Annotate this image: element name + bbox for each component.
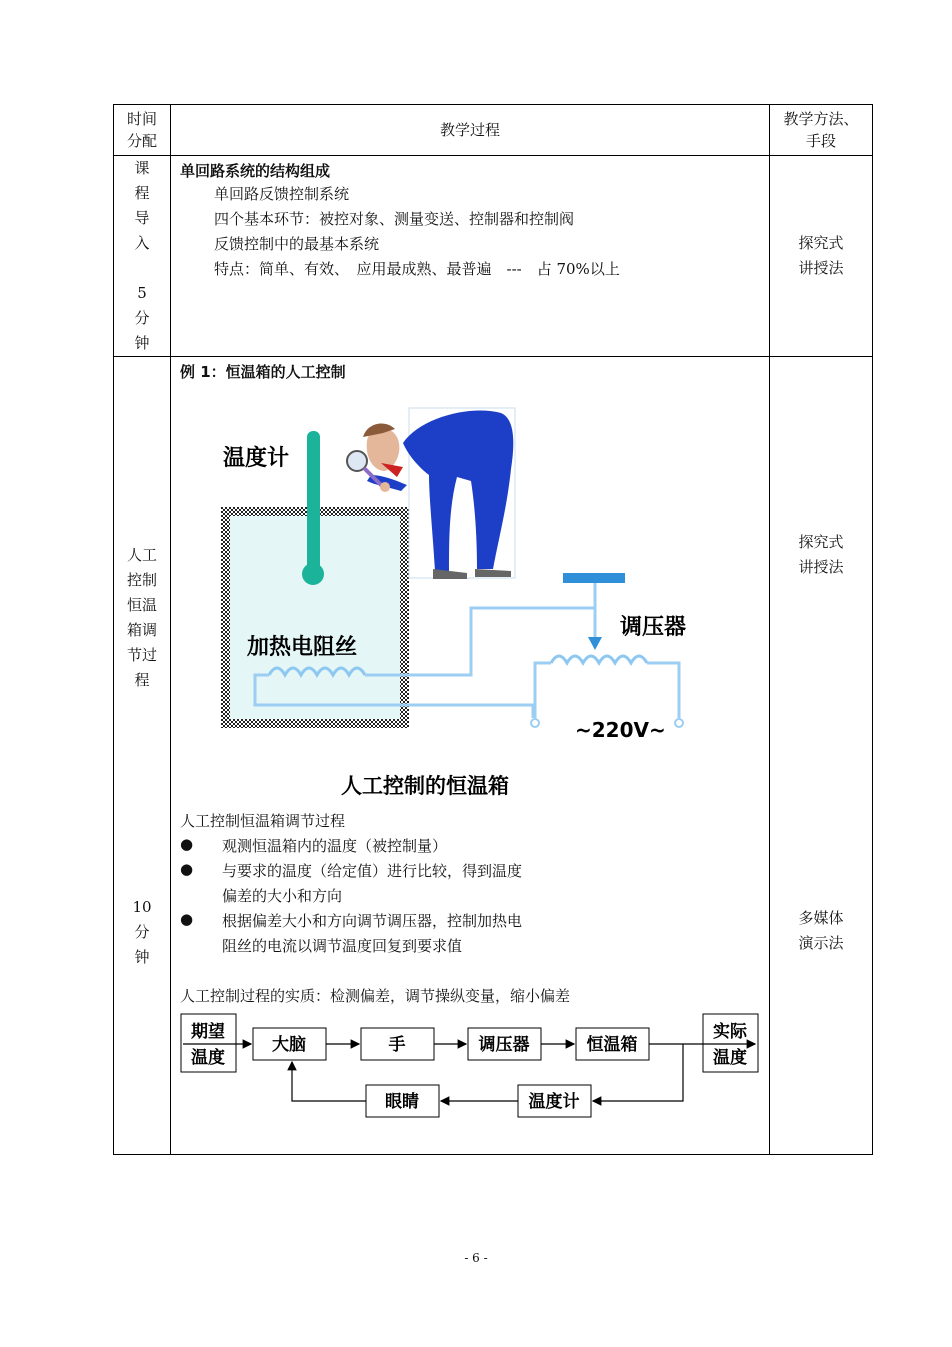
time-char: 5 — [137, 284, 147, 302]
bullet-icon: ● — [180, 835, 194, 853]
row-intro-method — [770, 156, 873, 357]
bullet-icon: ● — [180, 860, 194, 878]
time-label-top — [114, 543, 170, 693]
time-char: 程 — [134, 184, 150, 202]
thermometer-bulb — [302, 563, 324, 585]
intro-line: 特点：简单、有效、 应用最成熟、最普遍 --- 占 70%以上 — [214, 260, 620, 278]
time-char: 程 — [134, 671, 150, 689]
method-line2: 讲授法 — [798, 558, 844, 576]
block-thermometer-label: 温度计 — [528, 1092, 580, 1112]
time-char: 恒温 — [126, 596, 157, 614]
heater-label: 加热电阻丝 — [247, 635, 358, 660]
regulator-coil-icon — [551, 656, 647, 663]
block-brain-label: 大脑 — [272, 1035, 306, 1055]
time-label-bottom — [114, 895, 170, 970]
time-char: 钟 — [134, 948, 150, 966]
time-char: 人工 — [126, 546, 157, 564]
method-line1: 多媒体 — [798, 909, 844, 927]
incubator-figure — [171, 357, 769, 817]
block-input-line1: 期望 — [191, 1022, 225, 1042]
regulator-arrow-icon — [588, 637, 602, 650]
example-title: 例 1：恒温箱的人工控制 — [180, 363, 346, 381]
control-block-diagram — [171, 1012, 769, 1127]
essence-text: 人工控制过程的实质：检测偏差，调节操纵变量，缩小偏差 — [180, 987, 571, 1005]
bullet-text: 与要求的温度（给定值）进行比较，得到温度 — [222, 862, 523, 880]
block-output-line2: 温度 — [713, 1048, 747, 1068]
thermometer-label: 温度计 — [223, 446, 290, 471]
header-time-line2: 分配 — [126, 132, 157, 150]
time-char: 分 — [134, 309, 150, 327]
row-example-time — [114, 357, 171, 1155]
figure-caption: 人工控制的恒温箱 — [341, 774, 509, 798]
regulator-wire-right — [647, 663, 679, 718]
method-line1: 探究式 — [798, 533, 844, 551]
intro-line: 单回路反馈控制系统 — [214, 185, 350, 203]
intro-title: 单回路系统的结构组成 — [180, 162, 331, 180]
method-line1: 探究式 — [798, 234, 844, 252]
header-method — [770, 105, 873, 156]
terminal-right — [675, 719, 683, 727]
process-title: 人工控制恒温箱调节过程 — [180, 812, 346, 830]
header-method-line2: 手段 — [805, 132, 836, 150]
voltage-label: ~220V~ — [575, 718, 666, 742]
time-char: 入 — [134, 234, 150, 252]
bullet-text: 阻丝的电流以调节温度回复到要求值 — [222, 937, 463, 955]
block-output-line1: 实际 — [713, 1022, 747, 1042]
terminal-left — [531, 719, 539, 727]
intro-line: 四个基本环节：被控对象、测量变送、控制器和控制阀 — [214, 210, 575, 228]
time-char: 箱调 — [126, 621, 157, 639]
time-char: 分 — [134, 923, 150, 941]
time-char: 节过 — [126, 646, 157, 664]
row-example-method — [770, 357, 873, 1155]
method-line2: 讲授法 — [798, 259, 844, 277]
block-incubator-label: 恒温箱 — [586, 1035, 638, 1055]
regulator-knob-icon — [563, 573, 625, 583]
method-block-2 — [770, 906, 872, 956]
header-process: 教学过程 — [171, 105, 770, 156]
method-block-1 — [770, 530, 872, 580]
lesson-table — [113, 104, 873, 1155]
block-hand-label: 手 — [388, 1035, 406, 1055]
table-header-row — [114, 105, 873, 156]
time-char: 钟 — [134, 334, 150, 352]
bullet-text: 观测恒温箱内的温度（被控制量） — [222, 837, 448, 855]
row-intro-content — [171, 156, 770, 357]
row-example-content — [171, 357, 770, 1155]
bullet-text: 偏差的大小和方向 — [222, 887, 343, 905]
bullet-icon: ● — [180, 910, 194, 928]
regulator-label: 调压器 — [620, 615, 687, 640]
time-char: 10 — [132, 898, 152, 916]
time-char — [114, 256, 170, 281]
page-number: - 6 - — [464, 1251, 488, 1265]
regulator-wire-left — [535, 663, 551, 718]
header-method-line1: 教学方法、 — [783, 110, 859, 128]
intro-line: 反馈控制中的最基本系统 — [214, 235, 380, 253]
header-time-line1: 时间 — [126, 110, 157, 128]
time-char: 控制 — [126, 571, 157, 589]
time-char: 课 — [134, 159, 150, 177]
block-eye-label: 眼睛 — [385, 1092, 419, 1112]
method-line2: 演示法 — [798, 934, 844, 952]
block-regulator-label: 调压器 — [478, 1035, 530, 1055]
row-example — [114, 357, 873, 1155]
thermometer-icon — [307, 431, 320, 575]
row-intro — [114, 156, 873, 357]
bullet-text: 根据偏差大小和方向调节调压器，控制加热电 — [222, 912, 523, 930]
time-char: 导 — [134, 209, 150, 227]
row-intro-time — [114, 156, 171, 357]
block-input-line2: 温度 — [191, 1048, 225, 1068]
header-time — [114, 105, 171, 156]
